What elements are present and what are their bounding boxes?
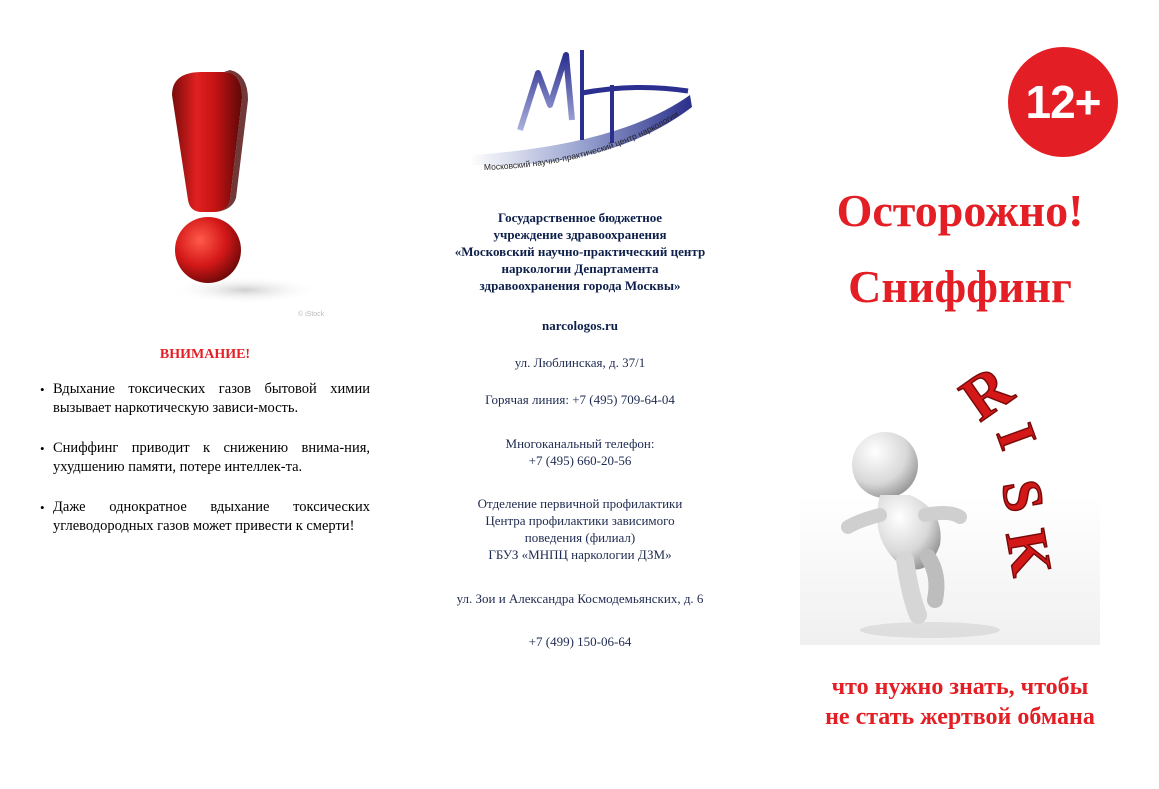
branch-name: Отделение первичной профилактики Центра профилактики зависимого поведения (филиал) ГБУЗ «МНПЦ наркологии ДЗМ» xyxy=(477,496,683,562)
tagline-line-2: не стать жертвой обмана xyxy=(825,704,1095,730)
tagline-line-1: что нужно знать, чтобы xyxy=(831,674,1089,700)
risk-figure-image xyxy=(800,345,1100,645)
headline-sniffing: Сниффинг xyxy=(848,261,1072,312)
bullet-icon: • xyxy=(40,382,45,397)
list-item: • Сниффинг приводит к снижению внима-ния, ухудшению памяти, потере интеллек-та. xyxy=(40,440,370,475)
warning-list xyxy=(40,380,370,557)
branch-phone: +7 (499) 150-06-64 xyxy=(528,634,632,649)
bullet-icon: • xyxy=(40,441,45,456)
mnpc-logo xyxy=(460,45,700,185)
logo-caption: Московский научно-практический центр наркологии xyxy=(483,108,681,173)
multi-phone-label: Многоканальный телефон: xyxy=(505,436,655,451)
risk-letter-k: K xyxy=(993,524,1066,581)
image-watermark: © iStock xyxy=(298,311,325,318)
list-item: • Даже однократное вдыхание токсических углеводородных газов может привести к смерти! xyxy=(40,499,370,534)
list-item: • Вдыхание токсических газов бытовой химии вызывает наркотическую зависи-мость. xyxy=(40,381,370,416)
risk-letter-i: I xyxy=(984,416,1049,457)
age-rating-badge: 12+ xyxy=(1008,47,1118,157)
bullet-icon: • xyxy=(40,500,45,515)
risk-letter-s: S xyxy=(989,475,1056,517)
website-link[interactable]: narcologos.ru xyxy=(542,318,618,333)
exclamation-mark-image xyxy=(150,60,320,340)
hotline: Горячая линия: +7 (495) 709-64-04 xyxy=(485,392,675,407)
multi-phone: +7 (495) 660-20-56 xyxy=(528,453,632,468)
organization-name: Государственное бюджетное учреждение здравоохранения «Московский научно-практический центр наркологии Департамента здравоохранения города Москвы» xyxy=(454,210,706,293)
address: ул. Люблинская, д. 37/1 xyxy=(514,355,646,370)
headline-caution: Осторожно! xyxy=(836,185,1084,236)
branch-address: ул. Зои и Александра Космодемьянских, д. 6 xyxy=(456,591,704,606)
warning-title: ВНИМАНИЕ! xyxy=(159,347,251,362)
risk-letter-r: R xyxy=(948,352,1025,435)
